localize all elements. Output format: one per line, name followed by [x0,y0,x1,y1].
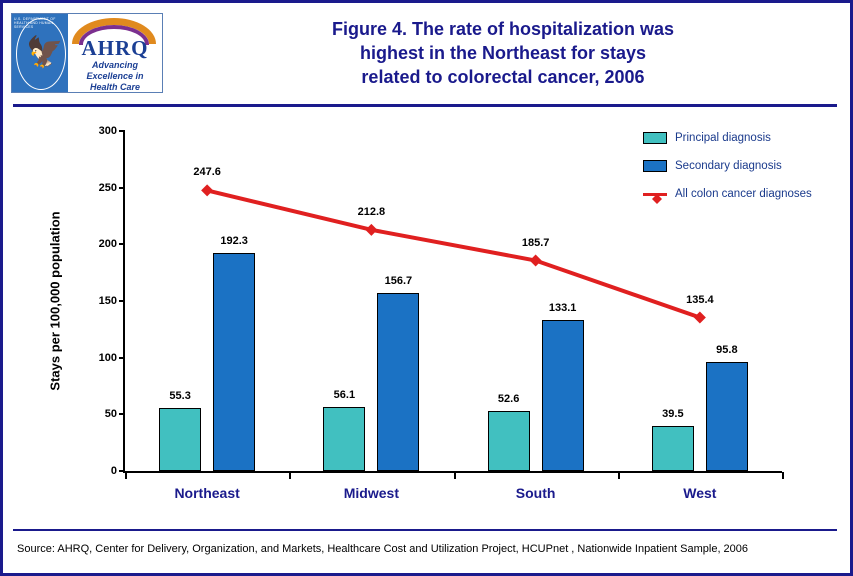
x-tick-mark [289,472,291,479]
legend-label-principal: Principal diagnosis [675,132,771,144]
source-note: Source: AHRQ, Center for Delivery, Organization, and Markets, Healthcare Cost and Utilization Project, HCUPnet , Nationwide Inpatient Sample, 2006 [17,543,749,555]
bar-value-secondary-northeast: 192.3 [220,235,248,248]
line-value-northeast: 247.6 [193,166,221,179]
figure-title-line-2: highest in the Northeast for stays [359,43,647,63]
legend-item-secondary [643,159,843,175]
ahrq-wordmark: AHRQ [81,36,149,60]
legend-marker-diamond-icon [652,189,662,199]
x-tick-mark [125,472,127,479]
legend-item-all-colon-cancer [643,187,843,203]
header [3,3,850,103]
x-tick-label-midwest: Midwest [343,485,399,501]
legend-label-all-colon-cancer: All colon cancer diagnoses [675,188,812,200]
chart-area [3,111,850,531]
chart-legend [643,131,843,215]
x-tick-mark [618,472,620,479]
bar-value-secondary-midwest: 156.7 [384,275,413,288]
bar-secondary-west [706,362,748,471]
bar-value-principal-south: 52.6 [497,393,520,406]
figure-title-line-1: Figure 4. The rate of hospitalization was [331,19,675,39]
bar-value-secondary-south: 133.1 [548,302,577,315]
bar-value-principal-west: 39.5 [662,408,684,421]
line-value-west: 135.4 [686,293,714,306]
figure-title-line-3: related to colorectal cancer, 2006 [361,67,645,87]
legend-swatch-principal [643,132,667,144]
legend-label-secondary: Secondary diagnosis [675,160,782,172]
figure-title [173,17,833,89]
x-tick-mark [454,472,456,479]
x-tick-mark [782,472,784,479]
ahrq-wordmark-area [68,14,162,92]
bar-principal-midwest [323,407,365,471]
x-tick-label-south: South [515,485,556,501]
legend-item-principal [643,131,843,147]
ahrq-logo [11,13,163,93]
hhs-eagle-icon: 🦅 [26,36,64,69]
y-tick-label: 0 [110,465,117,477]
y-tick-label: 200 [98,238,117,251]
line-value-midwest: 212.8 [357,205,386,218]
x-tick-label-west: West [683,485,717,501]
bar-group [289,131,453,501]
bar-secondary-south [542,320,584,471]
bar-secondary-northeast [213,253,255,471]
bar-value-principal-midwest: 56.1 [333,389,356,402]
x-tick-label-northeast: Northeast [174,485,240,501]
y-tick-label: 50 [104,408,117,421]
line-value-south: 185.7 [521,236,550,249]
legend-swatch-secondary [643,160,667,172]
bar-principal-south [488,411,530,471]
y-tick-label: 300 [98,125,117,137]
bar-principal-west [652,426,694,471]
bar-group [454,131,618,501]
ahrq-tagline-line-1: Advancing [91,60,138,70]
hhs-seal-text: U.S. DEPARTMENT OF HEALTH AND HUMAN SERVICES [14,17,56,29]
bar-group [125,131,289,501]
y-tick-label: 150 [98,295,117,307]
footer-divider [13,529,837,531]
bar-secondary-midwest [377,293,419,471]
hhs-seal-icon [12,14,68,92]
bar-value-principal-northeast: 55.3 [169,390,191,403]
ahrq-tagline-line-3: Health Care [89,82,141,92]
header-divider [13,104,837,107]
y-axis-label: Stays per 100,000 population [47,211,63,391]
bar-principal-northeast [159,408,201,471]
bar-value-secondary-west: 95.8 [716,344,738,357]
ahrq-tagline-line-2: Excellence in [86,71,144,81]
y-tick-label: 250 [98,181,117,194]
y-tick-label: 100 [98,351,117,364]
ahrq-tagline [72,60,158,93]
